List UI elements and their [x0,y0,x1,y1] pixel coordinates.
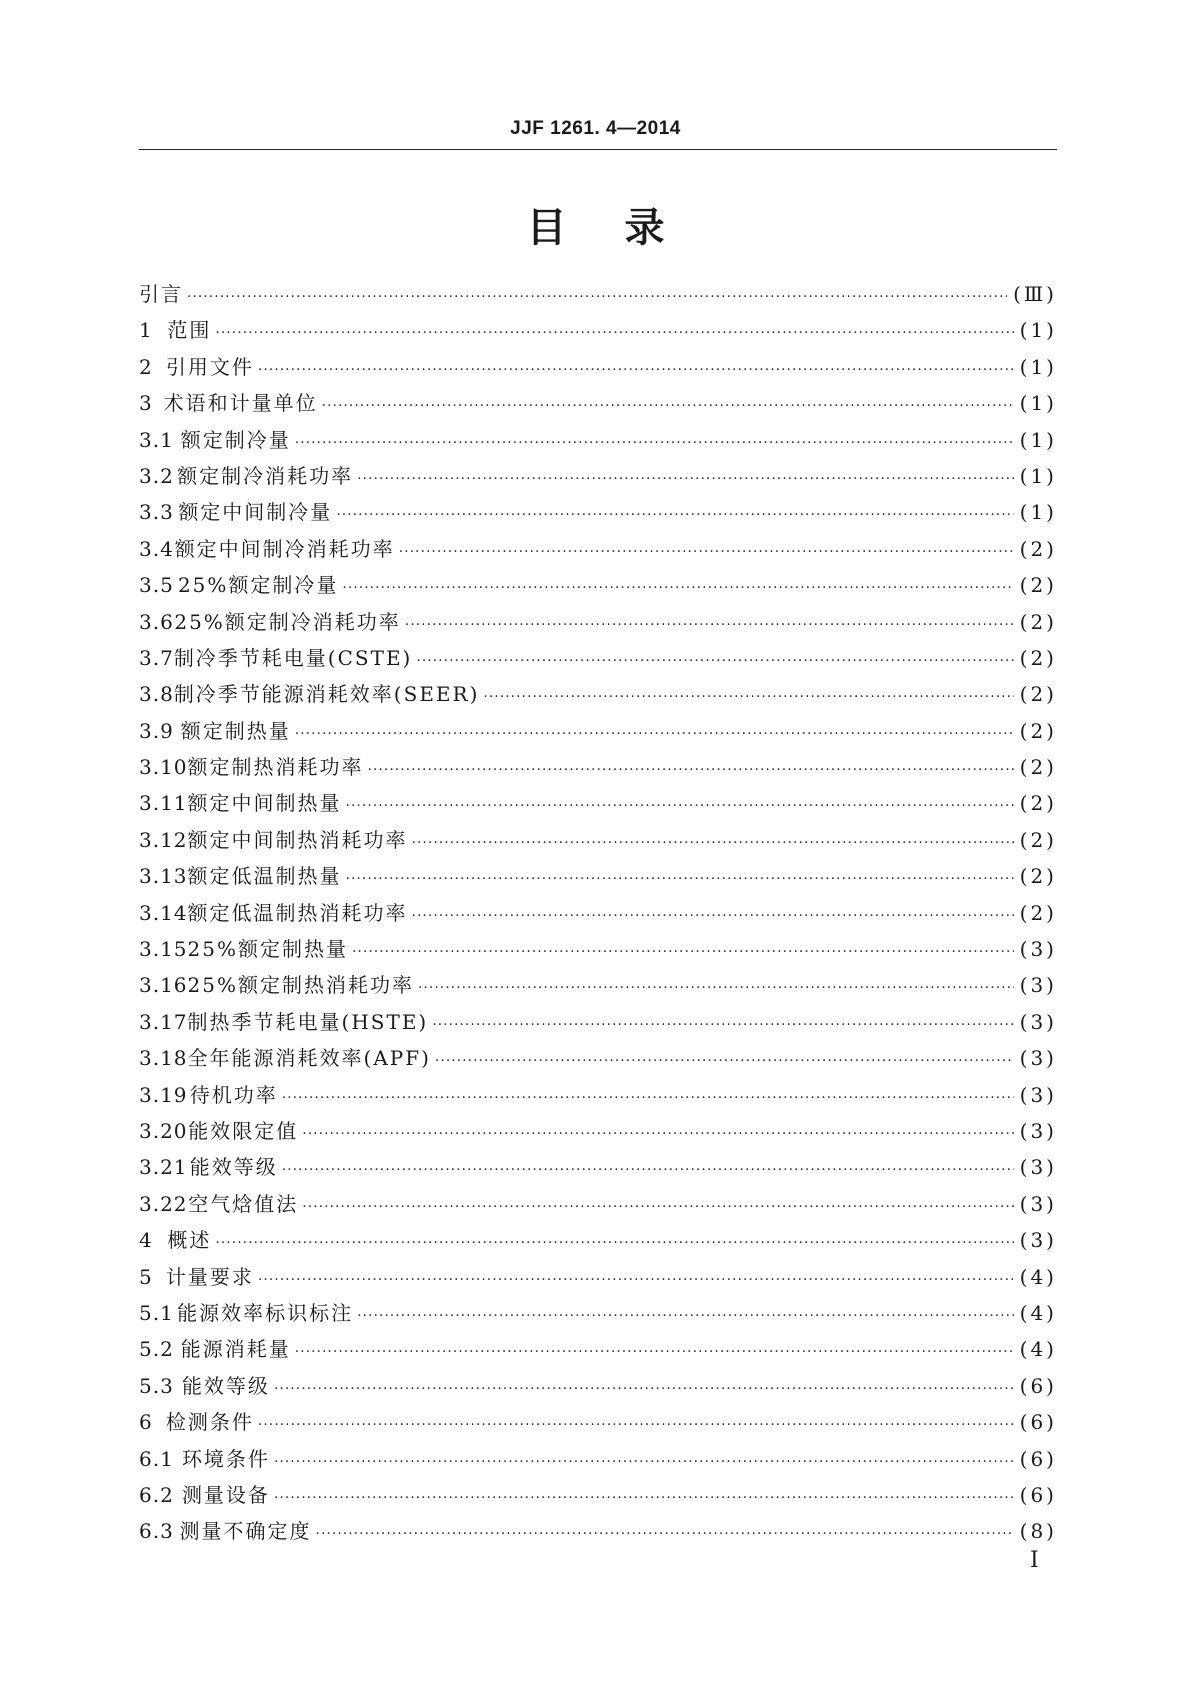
toc-entry-number: 3.16 [139,973,188,998]
toc-entry-title: 制热季节耗电量(HSTE) [187,1009,429,1034]
toc-entry[interactable] [139,1115,1057,1151]
toc-entry-page: (3) [1019,973,1057,998]
toc-entry[interactable] [139,351,1057,387]
toc-leader-dots [295,435,1014,451]
toc-leader-dots [215,325,1013,341]
toc-entry-number: 3.15 [139,937,188,962]
toc-entry-number: 3.21 [139,1155,188,1180]
toc-entry[interactable] [139,1333,1057,1369]
toc-entry-number: 3.12 [139,827,188,852]
toc-entry-title: 额定低温制热量 [187,864,342,889]
toc-entry[interactable] [139,1224,1057,1260]
toc-entry-number: 3.17 [139,1009,188,1034]
toc-entry-page: (2) [1019,791,1057,816]
toc-entry-page: (3) [1019,1082,1057,1107]
toc-entry-title: 制冷季节耗电量(CSTE) [173,645,413,670]
toc-entry[interactable] [139,1515,1057,1551]
toc-entry[interactable] [139,1443,1057,1479]
toc-leader-dots [405,617,1014,633]
toc-entry-page: (3) [1019,1009,1057,1034]
toc-leader-dots [352,944,1014,960]
toc-entry[interactable] [139,569,1057,605]
toc-entry-number: 3.3 [139,500,174,525]
document-code-header: JJF 1261. 4—2014 [510,118,681,139]
toc-leader-dots [357,471,1014,487]
toc-entry-title: 25%额定制热量 [187,937,348,962]
toc-leader-dots [346,871,1014,887]
toc-entry-page: (3) [1019,1118,1057,1143]
toc-entry-page: (4) [1019,1300,1057,1325]
toc-entry-number: 3.19 [139,1082,188,1107]
toc-entry-title: 能效等级 [181,1373,270,1398]
toc-entry-number: 4 [139,1228,153,1253]
toc-entry-number: 3.6 [139,609,174,634]
toc-entry[interactable] [139,1297,1057,1333]
toc-entry[interactable] [139,1261,1057,1297]
toc-entry-title: 额定制冷量 [180,427,291,452]
toc-entry-page: (4) [1019,1264,1057,1289]
toc-entry-title: 制冷季节能源消耗效率(SEER) [173,682,480,707]
toc-entry-page: (1) [1019,354,1057,379]
toc-leader-dots [295,1344,1014,1360]
toc-entry-number: 3.10 [139,755,188,780]
toc-leader-dots [316,1526,1014,1542]
toc-leader-dots [399,544,1014,560]
toc-leader-dots [342,580,1013,596]
toc-leader-dots [368,762,1014,778]
toc-entry-number: 3 [139,391,153,416]
toc-leader-dots [187,289,1007,305]
toc-leader-dots [258,362,1014,378]
toc-entry-title: 额定制热量 [180,718,291,743]
toc-entry-page: (2) [1019,682,1057,707]
toc-entry[interactable] [139,715,1057,751]
toc-leader-dots [215,1235,1013,1251]
toc-entry-number: 3.7 [139,645,174,670]
toc-entry[interactable] [139,1370,1057,1406]
toc-entry[interactable] [139,642,1057,678]
toc-entry-number: 5.3 [139,1373,174,1398]
toc-entry-number: 5.1 [139,1300,174,1325]
toc-entry[interactable] [139,1042,1057,1078]
toc-entry[interactable] [139,1151,1057,1187]
toc-entry-page: (2) [1019,718,1057,743]
toc-entry-number: 2 [139,354,153,379]
toc-entry-title: 额定制冷消耗功率 [177,463,354,488]
toc-entry-title: 25%额定制热消耗功率 [187,973,414,998]
toc-entry-page: (2) [1019,864,1057,889]
toc-entry[interactable] [139,678,1057,714]
toc-entry-title: 空气焓值法 [188,1191,299,1216]
toc-entry-page: (6) [1019,1373,1057,1398]
toc-entry-title: 25%额定制冷量 [177,573,339,598]
toc-entry-title: 额定中间制热量 [187,791,342,816]
toc-entry-title: 能效限定值 [188,1118,299,1143]
toc-entry-page: (6) [1019,1482,1057,1507]
toc-entry[interactable] [139,387,1057,423]
toc-entry-page: (3) [1019,1046,1057,1071]
toc-entry-page: (3) [1019,1155,1057,1180]
toc-entry-page: (1) [1019,500,1057,525]
toc-entry-page: (1) [1019,391,1057,416]
toc-leader-dots [435,1053,1014,1069]
header-divider [139,149,1057,150]
toc-leader-dots [432,1017,1013,1033]
toc-entry-title: 概述 [167,1228,212,1253]
toc-entry[interactable] [139,787,1057,823]
toc-entry-title: 待机功率 [189,1082,278,1107]
toc-entry-title: 25%额定制冷消耗功率 [174,609,401,634]
toc-entry-page: (2) [1019,755,1057,780]
toc-entry-title: 额定中间制热消耗功率 [187,827,408,852]
toc-entry-title: 测量不确定度 [179,1519,312,1544]
toc-entry-number: 6.2 [139,1482,174,1507]
toc-leader-dots [322,398,1014,414]
toc-entry-title: 范围 [167,318,212,343]
toc-entry[interactable] [139,1188,1057,1224]
toc-entry-title: 额定中间制冷消耗功率 [174,536,395,561]
toc-leader-dots [483,689,1013,705]
toc-entry-page: (2) [1019,609,1057,634]
toc-entry[interactable] [139,533,1057,569]
toc-leader-dots [274,1490,1014,1506]
toc-entry-number: 3.9 [139,718,174,743]
toc-entry-title: 额定制热消耗功率 [187,755,364,780]
toc-leader-dots [274,1454,1014,1470]
toc-entry-page: (6) [1019,1410,1057,1435]
toc-entry[interactable] [139,314,1057,350]
toc-entry[interactable] [139,1006,1057,1042]
toc-leader-dots [346,798,1014,814]
toc-entry-title: 术语和计量单位 [163,391,318,416]
toc-leader-dots [302,1126,1013,1142]
toc-leader-dots [258,1272,1014,1288]
toc-entry-title: 引用文件 [165,354,254,379]
toc-entry-page: (3) [1019,1191,1057,1216]
toc-entry[interactable] [139,751,1057,787]
toc-entry-page: (2) [1019,827,1057,852]
toc-entry-number: 3.5 [139,573,174,598]
toc-entry-number: 3.1 [139,427,174,452]
toc-entry-page: (1) [1019,427,1057,452]
toc-entry-title: 测量设备 [181,1482,270,1507]
toc-leader-dots [357,1308,1014,1324]
toc-entry-page: (6) [1019,1446,1057,1471]
toc-leader-dots [416,653,1013,669]
toc-leader-dots [336,507,1013,523]
toc-entry-title: 引言 [139,282,183,306]
toc-entry[interactable] [139,969,1057,1005]
toc-entry[interactable] [139,278,1057,314]
toc-entry[interactable] [139,496,1057,532]
toc-entry-page: (3) [1019,1228,1057,1253]
toc-entry-page: (2) [1019,645,1057,670]
toc-entry-page: (3) [1019,937,1057,962]
toc-leader-dots [258,1417,1014,1433]
toc-leader-dots [418,980,1014,996]
toc-leader-dots [282,1090,1014,1106]
toc-entry-title: 能效等级 [189,1155,278,1180]
toc-entry-page: (2) [1019,573,1057,598]
toc-entry-title: 计量要求 [165,1264,254,1289]
toc-entry-number: 3.8 [139,682,174,707]
toc-entry[interactable] [139,1479,1057,1515]
page-number: I [1030,1548,1039,1573]
toc-entry-title: 能源效率标识标注 [177,1300,354,1325]
toc-entry[interactable] [139,933,1057,969]
toc-entry[interactable] [139,1406,1057,1442]
toc-entry-number: 6.3 [139,1519,174,1544]
toc-entry-number: 6.1 [139,1446,174,1471]
toc-entry-number: 3.13 [139,864,188,889]
toc-entry[interactable] [139,460,1057,496]
toc-entry-number: 5 [139,1264,153,1289]
toc-entry-number: 3.20 [139,1118,188,1143]
table-of-contents [139,278,1057,1552]
toc-entry-page: (2) [1019,900,1057,925]
toc-entry-title: 额定低温制热消耗功率 [187,900,408,925]
toc-entry[interactable] [139,606,1057,642]
toc-entry-page: (4) [1019,1337,1057,1362]
toc-entry-title: 全年能源消耗效率(APF) [187,1046,431,1071]
toc-entry-number: 6 [139,1410,153,1435]
toc-entry-title: 检测条件 [165,1410,254,1435]
toc-leader-dots [412,835,1014,851]
toc-entry-title: 环境条件 [181,1446,270,1471]
toc-entry-page: (Ⅲ) [1013,282,1057,306]
toc-entry-number: 1 [139,318,153,343]
toc-entry-page: (8) [1019,1519,1057,1544]
toc-leader-dots [295,726,1014,742]
toc-entry[interactable] [139,824,1057,860]
toc-leader-dots [274,1381,1014,1397]
toc-entry-number: 5.2 [139,1337,174,1362]
page-title: 目录 [526,205,723,251]
toc-entry[interactable] [139,897,1057,933]
toc-entry-page: (1) [1019,318,1057,343]
toc-entry[interactable] [139,424,1057,460]
toc-entry-page: (2) [1019,536,1057,561]
toc-leader-dots [302,1199,1013,1215]
toc-entry[interactable] [139,860,1057,896]
toc-entry[interactable] [139,1079,1057,1115]
toc-entry-title: 额定中间制冷量 [178,500,333,525]
toc-leader-dots [282,1162,1014,1178]
toc-leader-dots [412,908,1014,924]
toc-entry-number: 3.11 [139,791,188,816]
toc-entry-page: (1) [1019,463,1057,488]
toc-entry-number: 3.22 [139,1191,188,1216]
toc-entry-number: 3.2 [139,463,174,488]
toc-entry-title: 能源消耗量 [180,1337,291,1362]
toc-entry-number: 3.14 [139,900,188,925]
toc-entry-number: 3.4 [139,536,174,561]
toc-entry-number: 3.18 [139,1046,188,1071]
